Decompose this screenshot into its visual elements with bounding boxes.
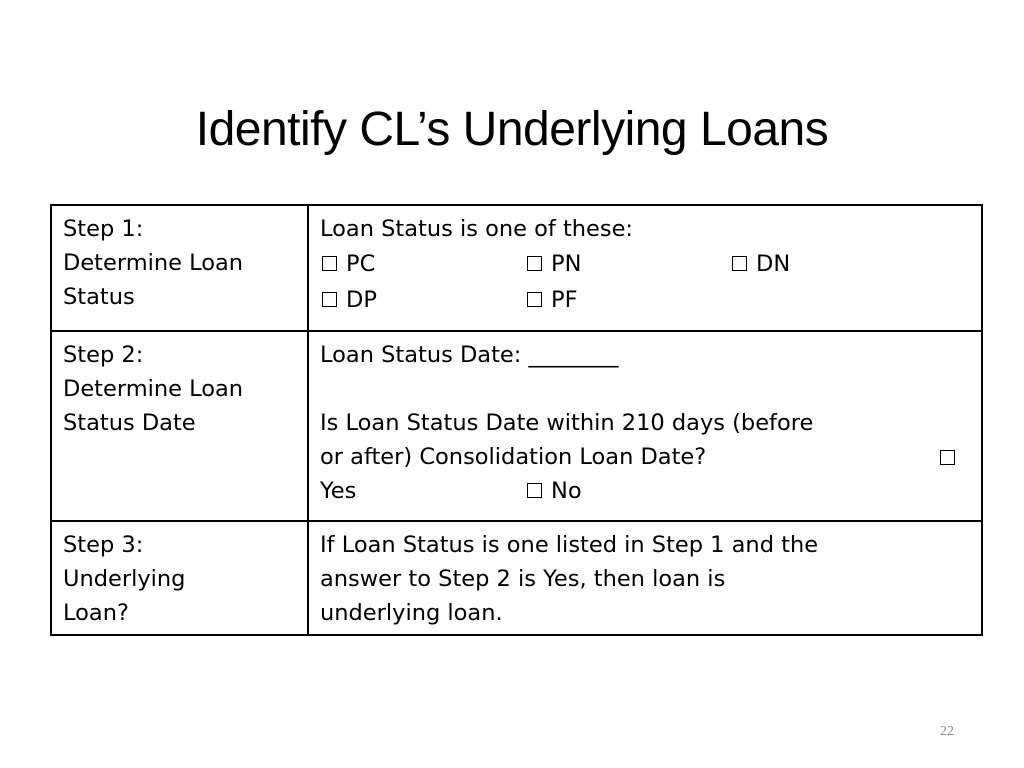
step-label-line: Determine Loan [63, 376, 244, 402]
step-content-cell [308, 331, 982, 521]
checkbox-option-no[interactable] [525, 474, 582, 508]
checkbox-icon[interactable] [527, 292, 542, 307]
step-label-line: Underlying [63, 566, 186, 592]
conclusion-line: answer to Step 2 is Yes, then loan is [320, 566, 726, 592]
checkbox-option-dn[interactable] [730, 246, 790, 282]
step-label-line: Status Date [63, 410, 196, 436]
question-line-with-checkbox [320, 440, 971, 474]
table-row [51, 331, 982, 521]
step-content-cell [308, 205, 982, 331]
conclusion-line: underlying loan. [320, 600, 503, 626]
steps-table [50, 204, 983, 636]
loan-status-options-row [320, 246, 971, 282]
step-label-line: Step 1: [63, 216, 144, 242]
question-text: or after) Consolidation Loan Date? [320, 444, 707, 470]
page-number: 22 [940, 724, 954, 739]
option-label: DP [346, 287, 377, 313]
checkbox-option-pc[interactable] [320, 246, 525, 282]
slide-title: Identify CL’s Underlying Loans [195, 103, 829, 156]
loan-status-options-row [320, 282, 971, 318]
checkbox-option-dp[interactable] [320, 282, 525, 318]
checkbox-icon[interactable] [322, 256, 337, 271]
step-label-cell [51, 331, 308, 521]
spacer [320, 372, 971, 406]
option-label: PF [551, 287, 578, 313]
checkbox-option-pn[interactable] [525, 246, 730, 282]
option-yes-label: Yes [320, 478, 357, 504]
step-label-line: Loan? [63, 600, 129, 626]
conclusion-line: If Loan Status is one listed in Step 1 and the [320, 532, 819, 558]
step-label-line: Determine Loan [63, 250, 244, 276]
step-label-cell [51, 521, 308, 635]
loan-status-heading: Loan Status is one of these: [320, 216, 634, 242]
checkbox-icon[interactable] [940, 450, 955, 465]
step-label-line: Step 3: [63, 532, 144, 558]
step-label-cell [51, 205, 308, 331]
checkbox-icon[interactable] [527, 256, 542, 271]
step-label-line: Step 2: [63, 342, 144, 368]
checkbox-icon[interactable] [322, 292, 337, 307]
table-row [51, 521, 982, 635]
checkbox-icon[interactable] [527, 483, 542, 498]
option-label: PN [551, 251, 582, 277]
question-line: Is Loan Status Date within 210 days (before [320, 410, 814, 436]
table-row [51, 205, 982, 331]
option-label: DN [756, 251, 791, 277]
checkbox-icon[interactable] [732, 256, 747, 271]
step-content-cell [308, 521, 982, 635]
step-label-line: Status [63, 284, 135, 310]
checkbox-option-pf[interactable] [525, 282, 730, 318]
yes-no-row [320, 474, 971, 508]
option-label: No [551, 478, 582, 504]
loan-status-date-line: Loan Status Date: ________ [320, 342, 619, 368]
option-label: PC [346, 251, 376, 277]
